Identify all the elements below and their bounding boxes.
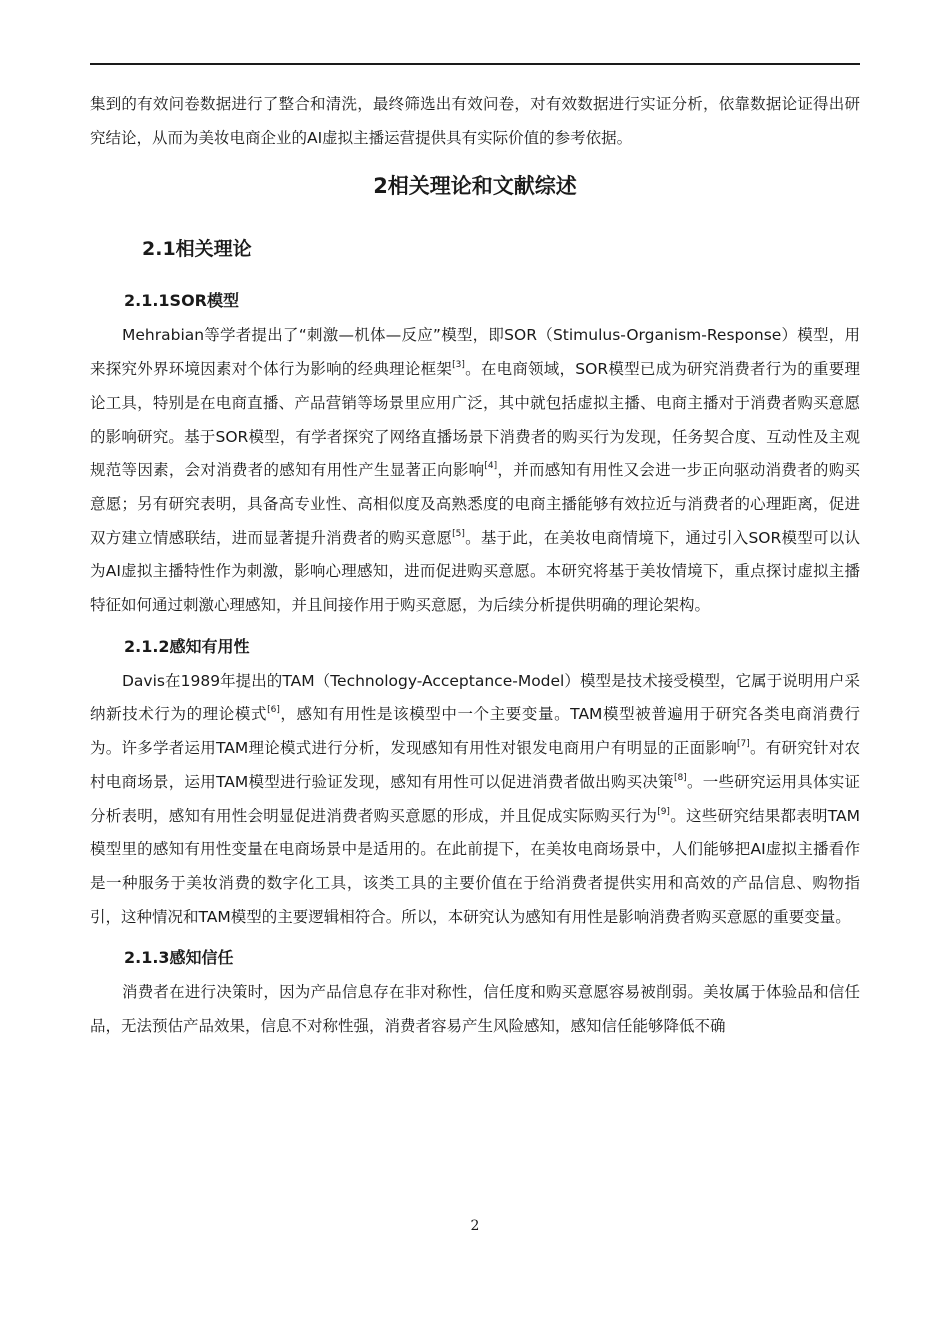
sor-paragraph <box>90 319 860 622</box>
page-body <box>90 88 860 1044</box>
citation-ref: [3] <box>452 360 465 371</box>
citation-ref: [7] <box>736 739 750 750</box>
citation-ref: [4] <box>484 461 498 472</box>
section-title: 2.1相关理论 <box>142 238 252 261</box>
text-span: Davis在1989年提出的TAM（Technology-Acceptance-Model）模型是技术接受模型，它属于说明用户采纳新技术行为的理论模式 <box>90 671 860 724</box>
text-span: 消费者在进行决策时，因为产品信息存在非对称性，信任度和购买意愿容易被削弱。美妆属于体验品和信任品，无法预估产品效果，信息不对称性强，消费者容易产生风险感知，感知信任能够降低不确 <box>90 983 860 1036</box>
intro-paragraph: 集到的有效问卷数据进行了整合和清洗，最终筛选出有效问卷，对有效数据进行实证分析，依靠数据论证得出研究结论，从而为美妆电商企业的AI虚拟主播运营提供具有实际价值的参考依据。 <box>90 95 860 147</box>
subsection-title-sor: 2.1.1SOR模型 <box>124 291 240 311</box>
text-span: 。这些研究结果都表明TAM模型里的感知有用性变量在电商场景中是适用的。在此前提下，在美妆电商场景中，人们能够把AI虚拟主播看作是一种服务于美妆消费的数字化工具，该类工具的主要价值在于给消费者提供实用和高效的产品信息、购物指引，这种情况和TAM模型的主要逻辑相符合。所以，本研究认为感知有用性是影响消费者购买意愿的重要变量。 <box>90 806 860 926</box>
usefulness-paragraph <box>90 665 860 935</box>
text-span: 。有研究针对农村电商场景，运用TAM模型进行验证发现，感知有用性可以促进消费者做出购买决策 <box>90 739 860 791</box>
citation-ref: [9] <box>657 806 670 817</box>
trust-paragraph <box>90 976 860 1043</box>
citation-ref: [8] <box>673 772 687 783</box>
citation-ref: [5] <box>452 528 465 539</box>
text-span: Mehrabian等学者提出了“刺激—机体—反应”模型，即SOR（Stimulus-Organism-Response）模型，用来探究外界环境因素对个体行为影响的经典理论框架 <box>90 326 860 379</box>
citation-ref: [6] <box>267 705 280 716</box>
chapter-title: 2相关理论和文献综述 <box>373 174 577 199</box>
page-number: 2 <box>470 1218 480 1234</box>
text-span: 。基于此，在美妆电商情境下，通过引入SOR模型可以认为AI虚拟主播特性作为刺激，影响心理感知，进而促进购买意愿。本研究将基于美妆情境下，重点探讨虚拟主播特征如何通过刺激心理感知，并且间接作用于购买意愿，为后续分析提供明确的理论架构。 <box>90 528 860 615</box>
header-rule <box>90 63 860 65</box>
text-span: 。一些研究运用具体实证分析表明，感知有用性会明显促进消费者购买意愿的形成，并且促成实际购买行为 <box>90 772 860 825</box>
text-span: ，并而感知有用性又会进一步正向驱动消费者的购买意愿；另有研究表明，具备高专业性、高相似度及高熟悉度的电商主播能够有效拉近与消费者的心理距离，促进双方建立情感联结，进而显著提升消费者的购买意愿 <box>90 461 860 547</box>
text-span: 。在电商领域，SOR模型已成为研究消费者行为的重要理论工具，特别是在电商直播、产品营销等场景里应用广泛，其中就包括虚拟主播、电商主播对于消费者购买意愿的影响研究。基于SOR模型，有学者探究了网络直播场景下消费者的购买行为发现，任务契合度、互动性及主观规范等因素，会对消费者的感知有用性产生显著正向影响 <box>90 360 860 480</box>
subsection-title-usefulness: 2.1.2感知有用性 <box>124 636 250 656</box>
subsection-title-trust: 2.1.3感知信任 <box>124 948 234 968</box>
text-span: ，感知有用性是该模型中一个主要变量。TAM模型被普遍用于研究各类电商消费行为。许多学者运用TAM理论模式进行分析，发现感知有用性对银发电商用户有明显的正面影响 <box>90 705 860 758</box>
